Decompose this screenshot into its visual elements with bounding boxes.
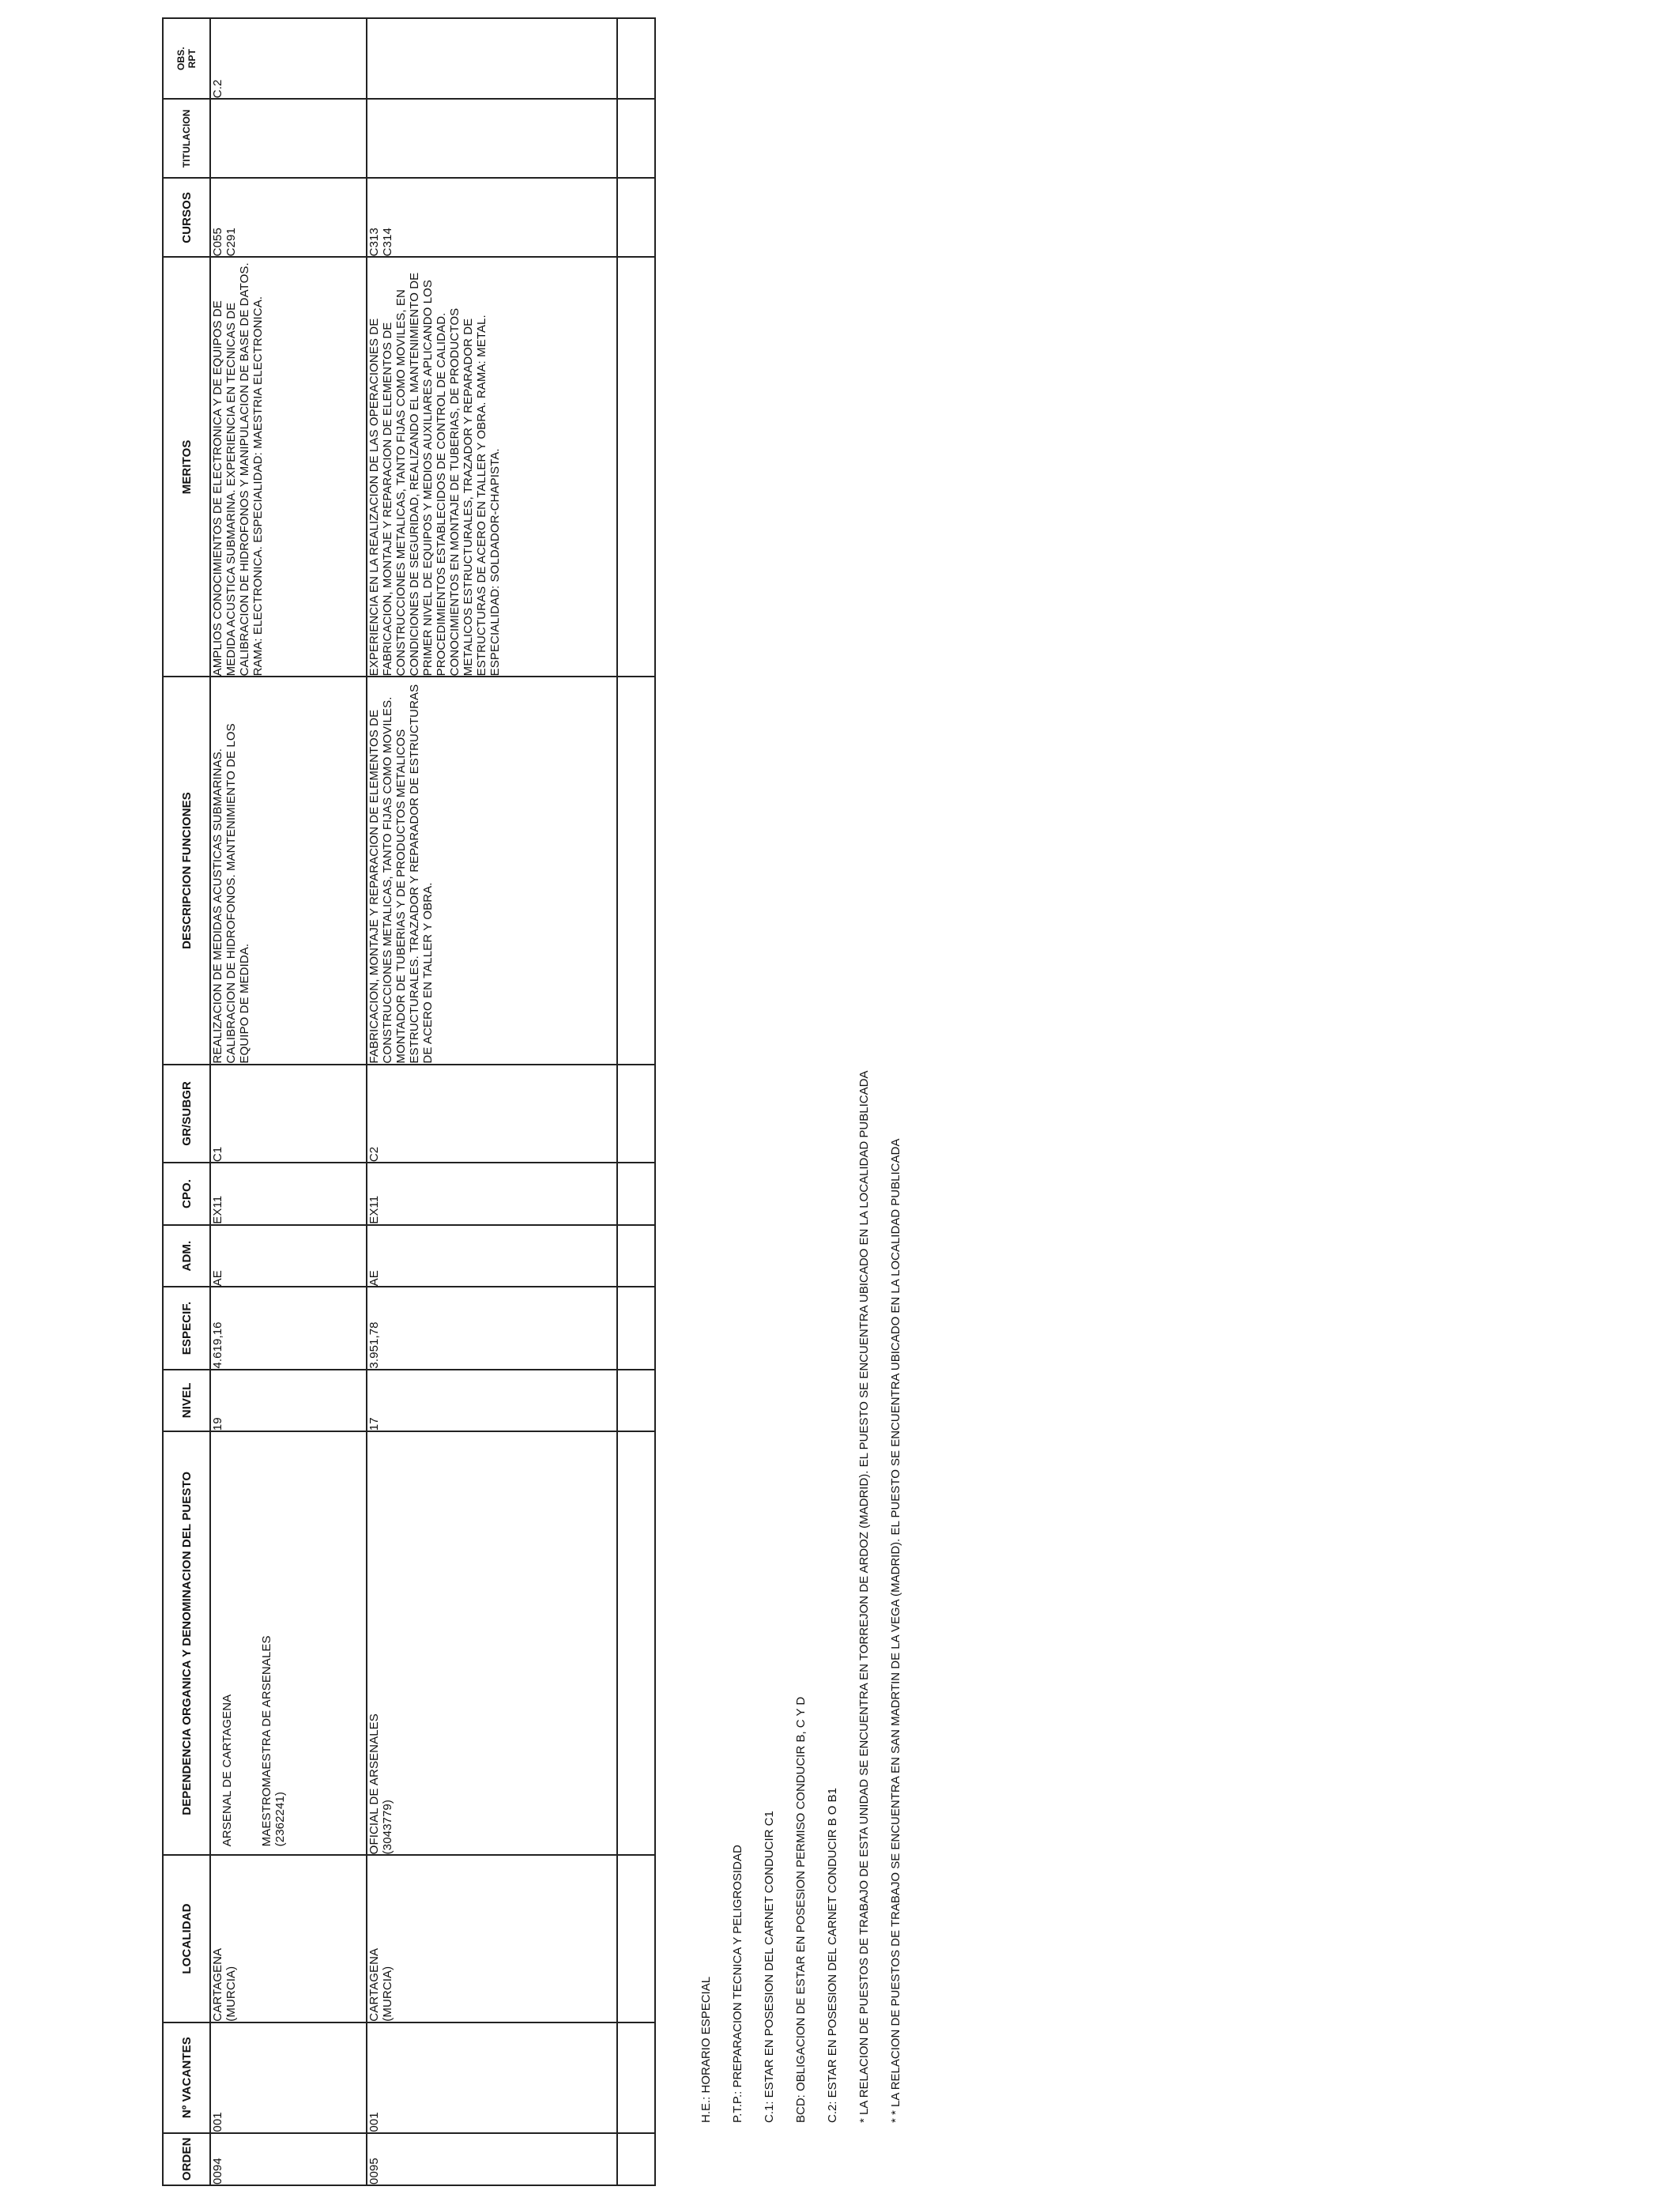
cell-grupo: C2 — [367, 1065, 617, 1163]
cell-titulacion — [367, 99, 617, 178]
puesto-name: MAESTROMAESTRA DE ARSENALES — [260, 1635, 273, 1847]
header-row — [163, 18, 210, 2185]
footnote: * * LA RELACION DE PUESTOS DE TRABAJO SE ENCUENTRA EN SAN MADRTIN DE LA VEGA (MADRID). EL PUESTO SE ENCUENTRA UBICADO EN LA LOCALIDAD PUBLICADA — [889, 1138, 902, 2123]
blank-cell — [617, 99, 655, 178]
header-descripcion: DESCRIPCION FUNCIONES — [163, 677, 210, 1064]
blank-cell — [617, 1287, 655, 1369]
header-cursos: CURSOS — [163, 178, 210, 257]
header-orden: ORDEN — [163, 2133, 210, 2185]
localidad-line2: (MURCIA) — [224, 1966, 238, 2022]
cell-obs: C.2 — [210, 18, 367, 99]
localidad-line1: CARTAGENA — [367, 1947, 381, 2022]
header-obs-line1: OBS. — [175, 47, 186, 70]
puesto-code: (2362241) — [273, 1792, 287, 1847]
header-obs-line2: RPT — [186, 48, 198, 69]
cell-localidad — [367, 1855, 617, 2022]
header-meritos: MERITOS — [163, 257, 210, 677]
cell-localidad — [210, 1855, 367, 2022]
cell-cursos — [367, 178, 617, 257]
blank-cell — [617, 18, 655, 99]
cell-adm: AE — [210, 1225, 367, 1287]
header-cpo: CPO. — [163, 1163, 210, 1225]
cell-descripcion: FABRICACION, MONTAJE Y REPARACION DE ELEMENTOS DE CONSTRUCCIONES METALICAS, TANTO FIJAS COMO MOVILES. MONTADOR DE TUBERIAS Y DE PRODUCTOS METALICOS ESTRUCTURALES. TRAZADOR Y REPARADOR DE ESTRUCTURAS DE ACERO EN TALLER Y OBRA. — [367, 677, 617, 1064]
header-adm: ADM. — [163, 1225, 210, 1287]
puesto-name: OFICIAL DE ARSENALES — [367, 1713, 381, 1855]
cell-vacantes: 001 — [210, 2022, 367, 2133]
blank-cell — [617, 1163, 655, 1225]
curso-code: C314 — [380, 228, 394, 257]
cell-obs — [367, 18, 617, 99]
blank-cell — [617, 677, 655, 1064]
cell-nivel: 17 — [367, 1370, 617, 1432]
header-vacantes: Nº VACANTES — [163, 2022, 210, 2133]
footnote: * LA RELACION DE PUESTOS DE TRABAJO DE ESTA UNIDAD SE ENCUENTRA EN TORREJON DE ARDOZ (MADRID). EL PUESTO SE ENCUENTRA UBICADO EN LA LOCALIDAD PUBLICADA — [857, 1070, 871, 2123]
table-row — [210, 18, 367, 2185]
localidad-line2: (MURCIA) — [380, 1966, 394, 2022]
cell-cpo: EX11 — [367, 1163, 617, 1225]
table-row — [367, 18, 617, 2185]
cell-nivel: 19 — [210, 1370, 367, 1432]
header-nivel: NIVEL — [163, 1370, 210, 1432]
footnote: C.2: ESTAR EN POSESION DEL CARNET CONDUCIR B O B1 — [826, 1788, 839, 2123]
footnote: H.E.: HORARIO ESPECIAL — [699, 1976, 713, 2123]
blank-cell — [617, 2133, 655, 2185]
footnotes — [699, 147, 921, 2123]
cell-meritos: AMPLIOS CONOCIMIENTOS DE ELECTRONICA Y DE EQUIPOS DE MEDIDA ACUSTICA SUBMARINA. EXPERIENCIA EN TECNICAS DE CALIBRACION DE HIDROFONOS Y MANIPULACION DE BASE DE DATOS. RAMA: ELECTRONICA. ESPECIALIDAD: MAESTRIA ELECTRONICA. — [210, 257, 367, 677]
header-especif: ESPECIF. — [163, 1287, 210, 1369]
header-obs — [163, 18, 210, 99]
blank-row — [617, 18, 655, 2185]
cell-vacantes: 001 — [367, 2022, 617, 2133]
blank-cell — [617, 1431, 655, 1855]
cell-cursos — [210, 178, 367, 257]
footnote: P.T.P.: PREPARACION TECNICA Y PELIGROSIDAD — [731, 1845, 744, 2123]
cell-grupo: C1 — [210, 1065, 367, 1163]
puestos-table — [162, 17, 656, 2186]
blank-cell — [617, 257, 655, 677]
blank-cell — [617, 178, 655, 257]
cell-dependencia — [210, 1431, 367, 1855]
curso-code: C055 — [211, 228, 224, 257]
section-label: ARSENAL DE CARTAGENA — [220, 1694, 234, 1847]
blank-cell — [617, 2022, 655, 2133]
footnote: C.1: ESTAR EN POSESION DEL CARNET CONDUCIR C1 — [763, 1811, 776, 2123]
header-localidad: LOCALIDAD — [163, 1855, 210, 2022]
blank-cell — [617, 1855, 655, 2022]
puesto-code: (3043779) — [380, 1800, 394, 1855]
cell-cpo: EX11 — [210, 1163, 367, 1225]
localidad-line1: CARTAGENA — [211, 1947, 224, 2022]
curso-code: C291 — [224, 228, 238, 257]
cell-titulacion — [210, 99, 367, 178]
cell-adm: AE — [367, 1225, 617, 1287]
curso-code: C313 — [367, 228, 381, 257]
blank-cell — [617, 1225, 655, 1287]
header-titulacion: TITULACION — [163, 99, 210, 178]
footnote: BCD: OBLIGACION DE ESTAR EN POSESION PERMISO CONDUCIR B, C Y D — [794, 1696, 808, 2123]
cell-orden: 0094 — [210, 2133, 367, 2185]
cell-especif: 3.951,78 — [367, 1287, 617, 1369]
cell-descripcion: REALIZACION DE MEDIDAS ACUSTICAS SUBMARINAS. CALIBRACION DE HIDROFONOS. MANTENIMIENTO DE LOS EQUIPO DE MEDIDA. — [210, 677, 367, 1064]
cell-orden: 0095 — [367, 2133, 617, 2185]
cell-especif: 4.619,16 — [210, 1287, 367, 1369]
cell-meritos: EXPERIENCIA EN LA REALIZACION DE LAS OPERACIONES DE FABRICACION, MONTAJE Y REPARACION DE ELEMENTOS DE CONSTRUCCIONES METALICAS, TANTO FIJAS COMO MOVILES, EN CONDICIONES DE SEGURIDAD, REALIZANDO EL MANTENIMIENTO DE PRIMER NIVEL DE EQUIPOS Y MEDIOS AUXILIARES APLICANDO LOS PROCEDIMIENTOS ESTABLECIDOS DE CONTROL DE CALIDAD. CONOCIMIENTOS EN MONTAJE DE TUBERIAS, DE PRODUCTOS METALICOS ESTRUCTURALES, TRAZADOR Y REPARADOR DE ESTRUCTURAS DE ACERO EN TALLER Y OBRA. RAMA: METAL. ESPECIALIDAD: SOLDADOR-CHAPISTA. — [367, 257, 617, 677]
blank-cell — [617, 1065, 655, 1163]
header-dependencia: DEPENDENCIA ORGANICA Y DENOMINACION DEL PUESTO — [163, 1431, 210, 1855]
header-grupo: GR/SUBGR — [163, 1065, 210, 1163]
blank-cell — [617, 1370, 655, 1432]
cell-dependencia — [367, 1431, 617, 1855]
